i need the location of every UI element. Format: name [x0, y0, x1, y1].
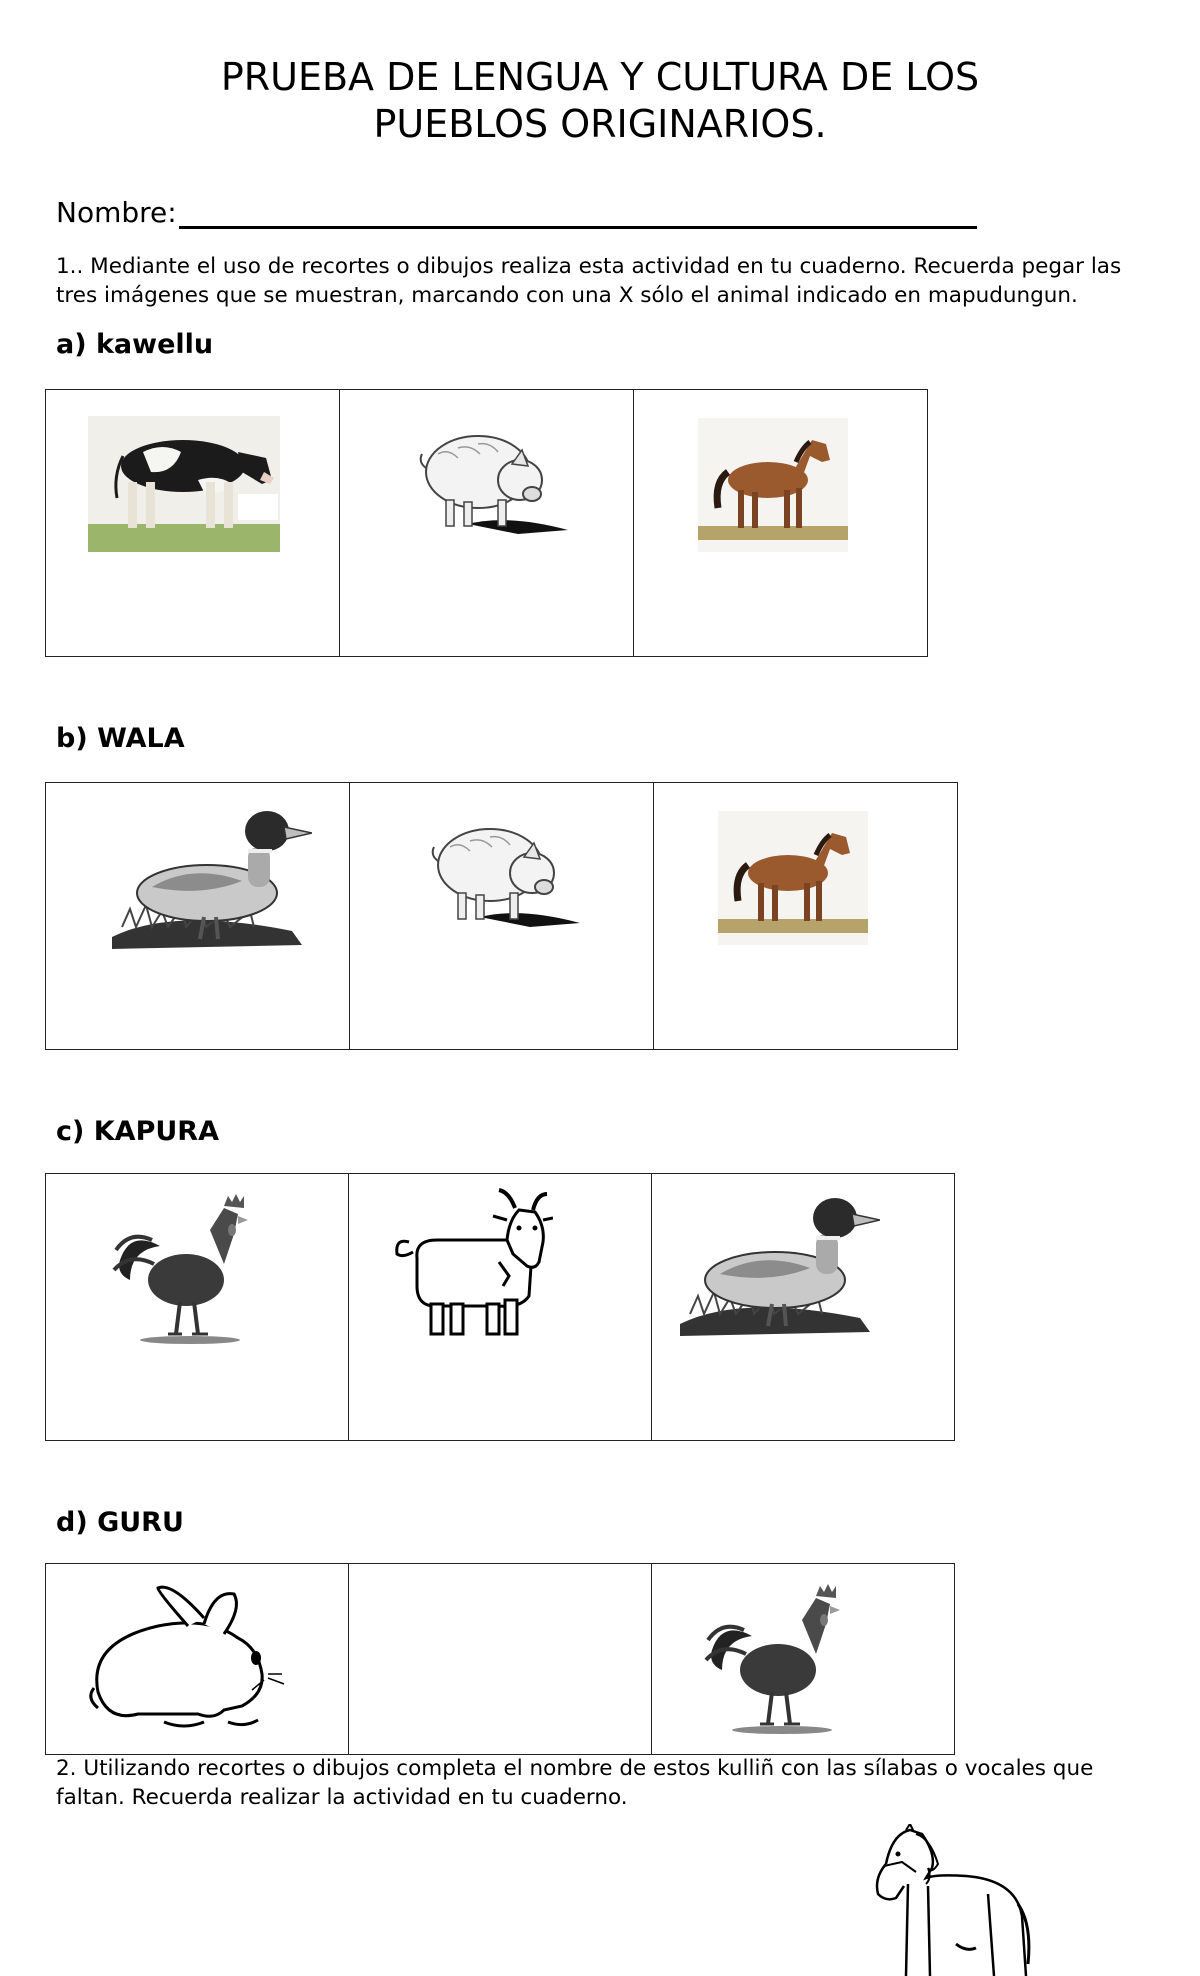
rooster-picture [110, 1190, 270, 1350]
section-b-table [45, 782, 958, 1050]
instruction-1: 1.. Mediante el uso de recortes o dibujos realiza esta actividad en tu cuaderno. Recuerda pegar las tres imágenes que se muestran, marcando con una X sólo el animal indicado en mapudungun. [56, 254, 1122, 308]
section-d-cell-3[interactable] [652, 1564, 955, 1755]
section-b-cell-3[interactable] [654, 783, 958, 1050]
section-d-table [45, 1563, 955, 1755]
section-a-label: a) kawellu [56, 329, 214, 360]
section-a-cell-3[interactable] [634, 390, 928, 657]
horse-sketch-picture [846, 1824, 1046, 1976]
name-blank-line[interactable] [179, 196, 977, 229]
section-c-cell-2[interactable] [349, 1174, 652, 1441]
goat-picture [387, 1180, 553, 1350]
section-b-label: b) WALA [56, 723, 185, 754]
cow-picture [88, 416, 280, 552]
rabbit-picture [78, 1582, 298, 1742]
pig-picture [420, 813, 580, 933]
horse-picture [698, 418, 848, 552]
name-label: Nombre: [56, 196, 177, 229]
name-field [56, 196, 977, 229]
section-d-cell-2[interactable] [349, 1564, 652, 1755]
page-title [0, 54, 1200, 148]
section-a-table [45, 389, 928, 657]
horse-picture [718, 811, 868, 945]
section-c-table [45, 1173, 955, 1441]
section-d-label: d) GURU [56, 1507, 184, 1538]
title-line-1: PRUEBA DE LENGUA Y CULTURA DE LOS [220, 55, 980, 99]
section-c-cell-1[interactable] [46, 1174, 349, 1441]
section-d-cell-1[interactable] [46, 1564, 349, 1755]
section-b-cell-2[interactable] [350, 783, 654, 1050]
section-a-cell-2[interactable] [340, 390, 634, 657]
section-a-cell-1[interactable] [46, 390, 340, 657]
instruction-2: 2. Utilizando recortes o dibujos completa el nombre de estos kulliñ con las sílabas o vocales que faltan. Recuerda realizar la actividad en tu cuaderno. [56, 1756, 1094, 1810]
section-c-cell-3[interactable] [652, 1174, 955, 1441]
duck-picture [680, 1184, 880, 1344]
rooster-picture [702, 1580, 862, 1740]
title-line-2: PUEBLOS ORIGINARIOS. [373, 102, 827, 146]
duck-picture [112, 797, 312, 957]
section-c-label: c) KAPURA [56, 1116, 219, 1147]
section-b-cell-1[interactable] [46, 783, 350, 1050]
pig-picture [408, 420, 568, 540]
